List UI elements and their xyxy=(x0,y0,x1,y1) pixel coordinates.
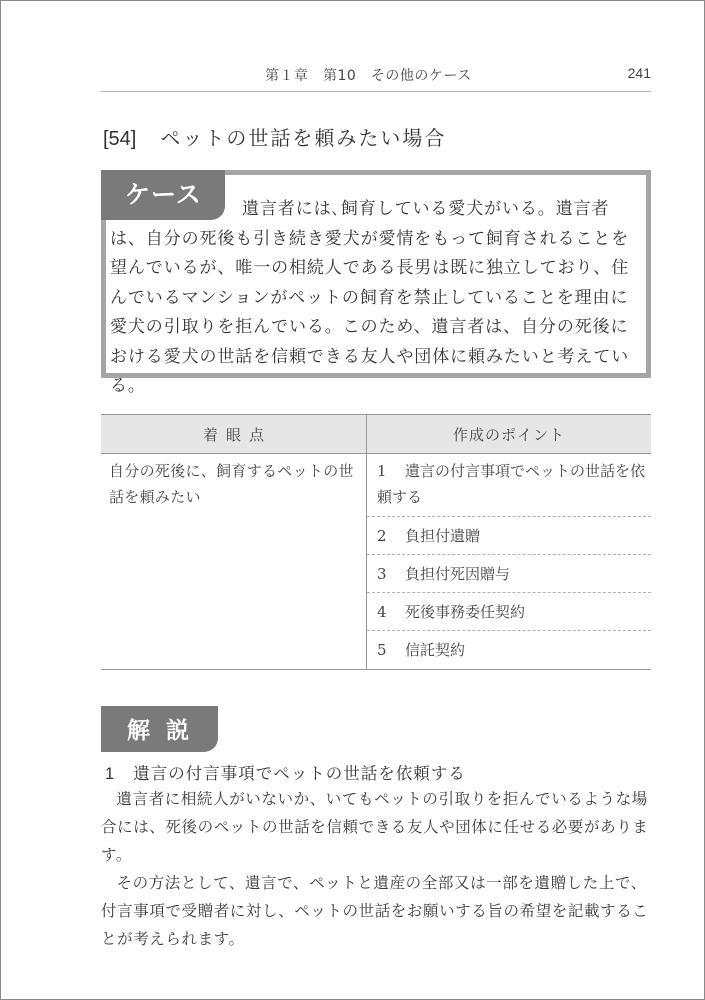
point-item xyxy=(367,631,651,669)
section-title xyxy=(103,122,446,151)
section-title-text: ペットの世話を頼みたい場合 xyxy=(160,126,447,150)
point-number: 5 xyxy=(377,641,387,659)
running-header xyxy=(100,62,651,92)
commentary-body xyxy=(101,785,656,953)
point-number: 2 xyxy=(377,526,387,545)
point-text: 負担付遺贈 xyxy=(405,526,481,545)
header-focus: 着眼点 xyxy=(101,415,367,453)
point-text: 死後事務委任契約 xyxy=(405,602,526,621)
commentary-heading xyxy=(105,760,466,784)
commentary-paragraph: その方法として、遺言で、ペットと遺産の全部又は一部を遺贈した上で、付言事項で受贈者に対し、ペットの世話をお願いする旨の希望を記載することが考えられます。 xyxy=(101,874,649,948)
table-header-row xyxy=(101,415,651,454)
header-points: 作成のポイント xyxy=(452,425,565,444)
point-item xyxy=(367,517,651,555)
focus-cell: 自分の死後に、飼育するペットの世話を頼みたい xyxy=(101,454,367,669)
point-text: 信託契約 xyxy=(405,641,466,659)
page-number: 241 xyxy=(627,65,651,81)
point-number: 1 xyxy=(377,462,387,480)
point-text: 負担付死因贈与 xyxy=(405,564,511,583)
point-text: 遺言の付言事項でペットの世話を依頼する xyxy=(377,462,646,506)
point-item xyxy=(367,593,651,631)
commentary-heading-number: 1 xyxy=(105,765,116,783)
table-body-row xyxy=(101,454,651,669)
commentary-tag: 解説 xyxy=(101,706,218,752)
points-table xyxy=(101,414,651,670)
commentary-heading-text: 遺言の付言事項でペットの世話を依頼する xyxy=(133,764,466,783)
case-text: 遺言者には､飼育している愛犬がいる。遺言者は、自分の死後も引き続き愛犬が愛情をもって飼育されることを望んでいるが、唯一の相続人である長男は既に独立しており、住んでいるマンションがペットの飼育を禁止していることを理由に愛犬の引取りを拒んでいる。このため、遺言者は、自分の死後における愛犬の世話を信頼できる友人や団体に頼みたいと考えている。 xyxy=(110,199,630,396)
running-header-chapter: 第１章 第10 その他のケース xyxy=(265,68,472,84)
section-number: [54] xyxy=(103,128,137,150)
points-cell xyxy=(367,454,651,669)
point-item xyxy=(367,555,651,593)
commentary-paragraph: 遺言者に相続人がいないか、いてもペットの引取りを拒んでいるような場合には、死後のペットの世話を信頼できる友人や団体に任せる必要があります。 xyxy=(101,790,649,864)
point-item xyxy=(367,454,651,517)
case-box xyxy=(101,170,651,396)
case-tag: ケース xyxy=(101,170,225,220)
point-number: 4 xyxy=(377,602,387,621)
point-number: 3 xyxy=(377,564,387,583)
